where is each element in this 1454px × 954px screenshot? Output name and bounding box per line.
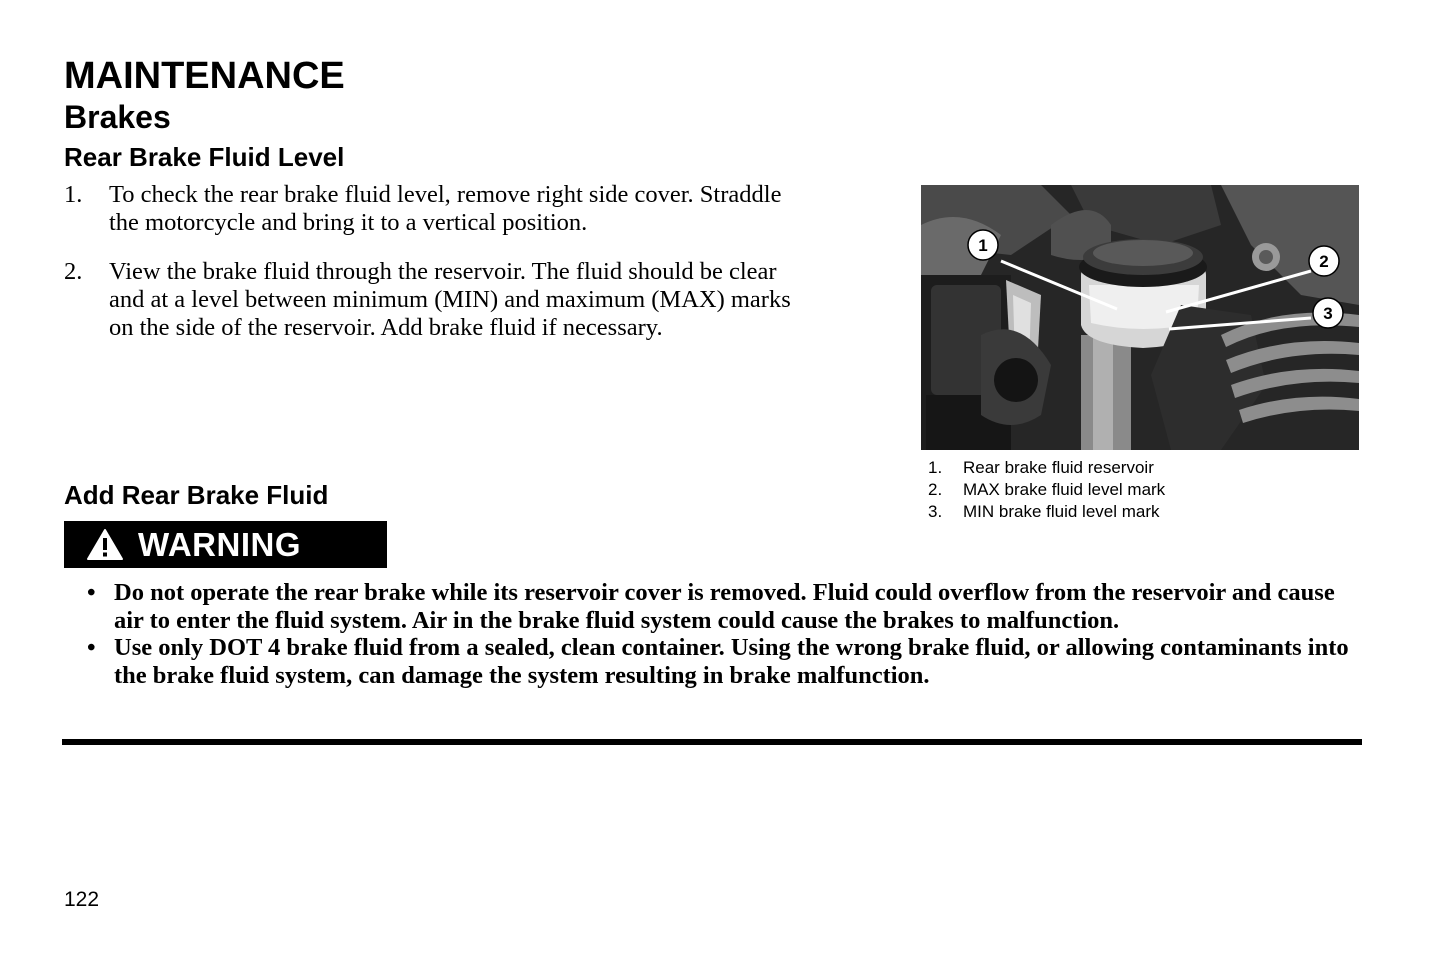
step-text: To check the rear brake fluid level, remove right side cover. Straddle the motorcycle and bring it to a vertical position. <box>109 181 782 236</box>
warning-text: Use only DOT 4 brake fluid from a sealed, clean container. Using the wrong brake fluid, or allowing contaminants into the brake fluid system, can damage the system resulting in brake malfunction. <box>114 634 1349 689</box>
legend-text: MIN brake fluid level mark <box>963 502 1160 521</box>
figure-legend <box>928 457 1165 523</box>
step-number: 1. <box>64 181 83 208</box>
step-text: View the brake fluid through the reservoir. The fluid should be clear and at a level between minimum (MIN) and maximum (MAX) marks on the side of the reservoir. Add brake fluid if necessary. <box>109 258 791 341</box>
page-number: 122 <box>64 888 100 911</box>
warning-item <box>64 579 1354 634</box>
callout-2 <box>1309 246 1339 276</box>
brake-reservoir-photo <box>921 185 1359 450</box>
page-title: MAINTENANCE <box>64 55 345 97</box>
bullet-glyph: • <box>87 634 96 661</box>
warning-list <box>64 579 1354 689</box>
callout-3 <box>1313 298 1343 328</box>
svg-text:3: 3 <box>1323 304 1333 323</box>
section-title: Brakes <box>64 99 171 135</box>
svg-text:2: 2 <box>1319 252 1329 271</box>
callout-1 <box>968 230 998 260</box>
subsection-heading-fluid-level: Rear Brake Fluid Level <box>64 142 345 172</box>
legend-item <box>928 479 1165 501</box>
warning-triangle-icon <box>86 528 124 561</box>
step-number: 2. <box>64 258 83 285</box>
legend-item <box>928 457 1165 479</box>
bullet-glyph: • <box>87 579 96 606</box>
subsection-heading-add-fluid: Add Rear Brake Fluid <box>64 480 329 510</box>
section-divider <box>62 739 1362 745</box>
check-steps-list <box>64 181 804 342</box>
svg-text:1: 1 <box>978 236 988 255</box>
legend-item <box>928 501 1165 523</box>
warning-item <box>64 634 1354 689</box>
legend-number: 3. <box>928 502 943 521</box>
warning-banner <box>64 521 387 568</box>
legend-text: Rear brake fluid reservoir <box>963 458 1154 477</box>
legend-text: MAX brake fluid level mark <box>963 480 1166 499</box>
warning-label: WARNING <box>138 525 301 563</box>
warning-text: Do not operate the rear brake while its reservoir cover is removed. Fluid could overflow from the reservoir and cause air to enter the fluid system. Air in the brake fluid system could cause the brakes to malfunction. <box>114 579 1335 634</box>
step-item <box>64 181 804 237</box>
legend-number: 2. <box>928 480 943 499</box>
legend-number: 1. <box>928 458 943 477</box>
step-item <box>64 258 804 342</box>
